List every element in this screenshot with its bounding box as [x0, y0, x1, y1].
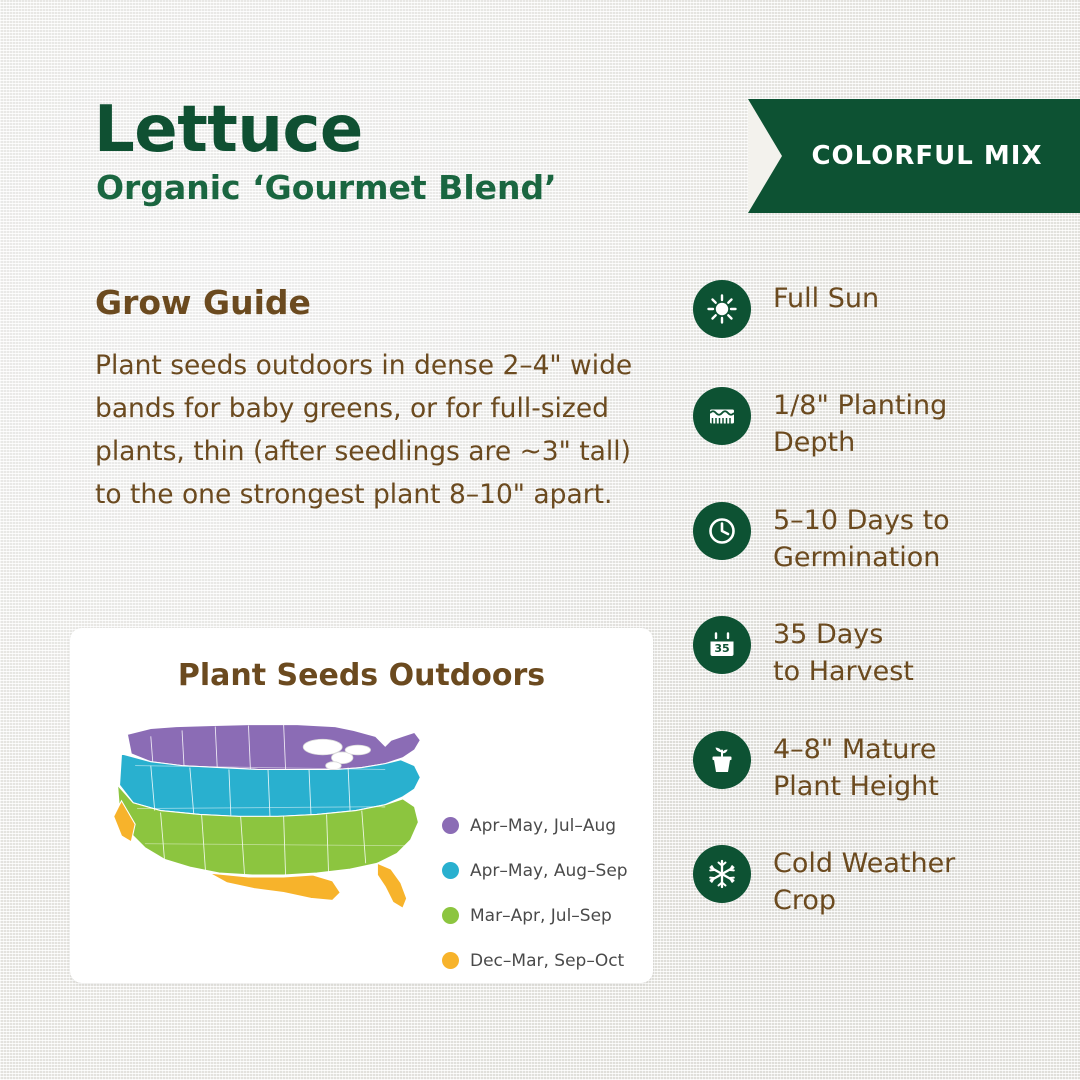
fact-text [773, 844, 955, 920]
zone-yellow-south-region [209, 873, 340, 900]
fact-text [773, 386, 947, 462]
fact-line-1: 1/8" Planting [773, 390, 948, 421]
legend-color-dot [442, 817, 459, 834]
zone-purple-region [127, 725, 420, 770]
legend-color-dot [442, 907, 459, 924]
fact-line-2: Depth [773, 427, 856, 459]
page-subtitle: Organic ‘Gourmet Blend’ [96, 168, 557, 207]
legend-item [442, 938, 628, 983]
legend-color-dot [442, 862, 459, 879]
usa-map-svg [92, 707, 444, 917]
calendar-icon [693, 616, 751, 674]
legend-label: Apr–May, Aug–Sep [470, 860, 628, 881]
fact-line-1: 5–10 Days to [773, 504, 950, 536]
ribbon-label: COLORFUL MIX [811, 141, 1043, 171]
fact-line-1: 4–8" Mature [773, 733, 937, 765]
map-card-body [70, 707, 653, 983]
map-card-title: Plant Seeds Outdoors [177, 658, 546, 693]
zone-yellow-florida-region [377, 863, 406, 908]
calendar-badge-number: 35 [714, 642, 730, 656]
fact-planting-depth [693, 386, 1053, 462]
fact-line-1: Full Sun [773, 283, 880, 314]
clock-icon [693, 502, 751, 560]
grow-guide-heading: Grow Guide [95, 283, 311, 322]
fact-line-2: Crop [773, 885, 837, 917]
legend-label: Apr–May, Jul–Aug [470, 815, 617, 836]
fact-line-1: 35 Days [773, 619, 884, 650]
snowflake-icon [693, 845, 751, 903]
fact-line-2: Germination [773, 541, 941, 573]
fact-line-2: Plant Height [773, 770, 939, 802]
ribbon-notch-shape [748, 99, 782, 213]
legend-item [442, 893, 628, 938]
fact-text [773, 615, 914, 691]
legend-item [442, 848, 628, 893]
fact-mature-height [693, 730, 1053, 806]
fact-germination [693, 501, 1053, 577]
sun-icon [693, 280, 751, 338]
legend-color-dot [442, 952, 459, 969]
variety-ribbon-badge [748, 99, 1080, 213]
plant-pot-icon [693, 731, 751, 789]
legend-label: Mar–Apr, Jul–Sep [470, 905, 612, 926]
fact-full-sun [693, 279, 1053, 347]
fact-line-1: Cold Weather [773, 848, 956, 879]
fact-cold-weather [693, 844, 1053, 920]
fact-text [773, 730, 939, 806]
fact-text [773, 501, 950, 577]
usa-planting-zone-map [70, 707, 442, 922]
page-title: Lettuce [94, 93, 363, 167]
grow-guide-text: Plant seeds outdoors in dense 2–4" wide bands for baby greens, or for full-sized plants, thin (after seedlings are ~3" tall) to the one strongest plant 8–10" apart. [95, 350, 633, 510]
map-legend [442, 707, 628, 983]
growing-facts-list [693, 279, 1053, 959]
depth-icon [693, 387, 751, 445]
fact-days-to-harvest [693, 615, 1053, 691]
fact-line-2: to Harvest [773, 656, 914, 688]
planting-map-card [70, 628, 653, 983]
legend-item [442, 803, 628, 848]
fact-text [773, 279, 879, 317]
legend-label: Dec–Mar, Sep–Oct [470, 950, 625, 971]
